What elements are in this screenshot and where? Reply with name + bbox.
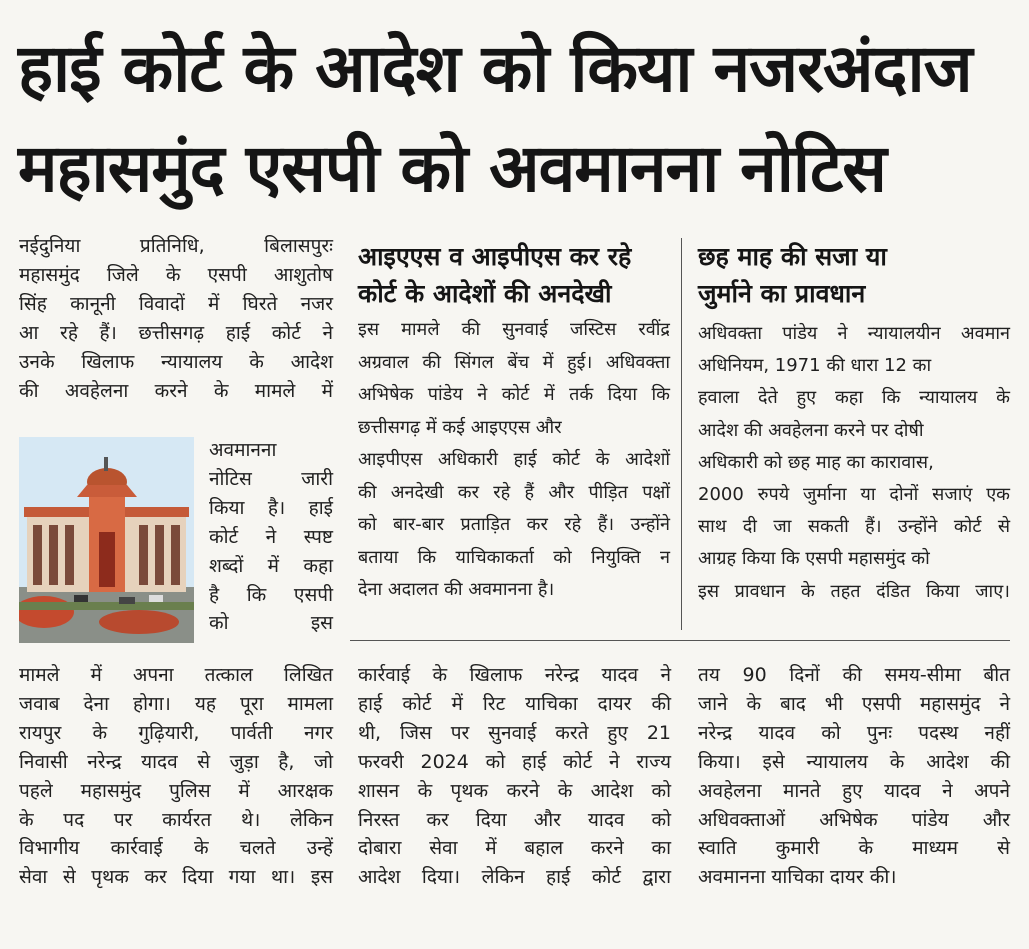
- text-line: इस प्रावधान के तहत दंडित किया जाए।: [698, 580, 1010, 602]
- text-line: निरस्त कर दिया और यादव को: [358, 808, 671, 831]
- text-line: अवमानना याचिका दायर की।: [698, 866, 897, 889]
- col3-subhead: [698, 238, 887, 312]
- dateline: नईदुनिया प्रतिनिधि, बिलासपुरः: [19, 235, 333, 257]
- text-line: तय 90 दिनों की समय-सीमा बीत: [698, 664, 1010, 686]
- text-line: कोर्ट ने स्पष्ट: [209, 525, 333, 548]
- text-line: की अनदेखी कर रहे हैं और पीड़ित पक्षों: [358, 481, 670, 503]
- subhead-line: जुर्माने का प्रावधान: [698, 279, 866, 308]
- text-line: उनके खिलाफ न्यायालय के आदेश: [19, 350, 333, 373]
- text-line: आइपीएस अधिकारी हाई कोर्ट के आदेशों: [358, 449, 670, 470]
- text-line: स्वाति कुमारी के माध्यम से: [698, 837, 1010, 860]
- text-line: सेवा से पृथक कर दिया गया था। इस: [19, 866, 333, 889]
- text-line: आग्रह किया कि एसपी महासमुंद को: [698, 548, 930, 570]
- text-line: नरेन्द्र यादव को पुनः पदस्थ नहीं: [698, 721, 1010, 744]
- subhead-line: छह माह की सजा या: [698, 242, 887, 271]
- text-line: बताया कि याचिकाकर्ता को नियुक्ति न: [358, 546, 670, 568]
- text-line: के पद पर कार्यरत थे। लेकिन: [19, 808, 333, 831]
- text-line: जवाब देना होगा। यह पूरा मामला: [19, 692, 333, 715]
- text-line: हवाला देते हुए कहा कि न्यायालय के: [698, 387, 1010, 409]
- text-line: मामले में अपना तत्काल लिखित: [19, 664, 333, 686]
- col1-bottom: [19, 661, 333, 892]
- text-line: अधिकारी को छह माह का कारावास,: [698, 451, 934, 473]
- text-line: आदेश की अवहेलना करने पर दोषी: [698, 419, 924, 441]
- col1-wrap: [209, 436, 333, 638]
- text-line: अवहेलना मानते हुए यादव ने अपने: [698, 779, 1010, 802]
- text-line: थी, जिस पर सुनवाई करते हुए 21: [358, 721, 671, 744]
- text-line: साथ दी जा सकती हैं। उन्होंने कोर्ट से: [698, 516, 1010, 538]
- section-divider: [350, 640, 1010, 641]
- col2-subhead: [358, 238, 631, 312]
- text-line: सिंह कानूनी विवादों में घिरते नजर: [19, 292, 333, 315]
- text-line: की अवहेलना करने के मामले में: [19, 379, 333, 402]
- text-line: 2000 रुपये जुर्माना या दोनों सजाएं एक: [698, 484, 1010, 506]
- subhead-line: आइएएस व आइपीएस कर रहे: [358, 242, 632, 271]
- text-line: अवमानना: [209, 439, 277, 461]
- text-line: है कि एसपी: [209, 583, 333, 606]
- col2-bottom: [358, 661, 671, 892]
- text-line: को इस: [209, 612, 333, 635]
- text-line: रायपुर के गुढ़ियारी, पार्वती नगर: [19, 721, 333, 744]
- headline-line-1: हाई कोर्ट के आदेश को किया नजरअंदाज: [18, 30, 972, 107]
- text-line: नोटिस जारी: [209, 467, 333, 490]
- text-line: कार्रवाई के खिलाफ नरेन्द्र यादव ने: [358, 664, 671, 686]
- col3-bottom: [698, 661, 1010, 892]
- text-line: किया। इसे न्यायालय के आदेश की: [698, 750, 1010, 773]
- text-line: पहले महासमुंद पुलिस में आरक्षक: [19, 779, 333, 802]
- col1-top: [19, 232, 333, 405]
- text-line: अभिषेक पांडेय ने कोर्ट में तर्क दिया कि: [358, 384, 670, 405]
- text-line: अधिवक्ता पांडेय ने न्यायालयीन अवमान: [698, 323, 1010, 344]
- text-line: फरवरी 2024 को हाई कोर्ट ने राज्य: [358, 750, 671, 773]
- text-line: छत्तीसगढ़ में कई आइएएस और: [358, 416, 562, 438]
- text-line: दोबारा सेवा में बहाल करने का: [358, 837, 671, 860]
- text-line: अग्रवाल की सिंगल बेंच में हुई। अधिवक्ता: [358, 351, 670, 373]
- text-line: विभागीय कार्रवाई के चलते उन्हें: [19, 837, 333, 860]
- headline-line-2: महासमुंद एसपी को अवमानना नोटिस: [18, 130, 886, 207]
- text-line: किया है। हाई: [209, 496, 333, 519]
- text-line: आदेश दिया। लेकिन हाई कोर्ट द्वारा: [358, 866, 671, 889]
- column-divider: [681, 238, 682, 630]
- col3-text: [698, 318, 1010, 608]
- text-line: आ रहे हैं। छत्तीसगढ़ हाई कोर्ट ने: [19, 321, 333, 344]
- text-line: शब्दों में कहा: [209, 554, 333, 577]
- column-divider: [345, 240, 346, 640]
- text-line: को बार-बार प्रताड़ित कर रहे हैं। उन्होंने: [358, 514, 670, 535]
- subhead-line: कोर्ट के आदेशों की अनदेखी: [358, 279, 612, 308]
- text-line: महासमुंद जिले के एसपी आशुतोष: [19, 263, 333, 286]
- text-line: हाई कोर्ट में रिट याचिका दायर की: [358, 692, 671, 715]
- col2-text: [358, 314, 670, 607]
- text-line: इस मामले की सुनवाई जस्टिस रवींद्र: [358, 319, 670, 340]
- high-court-photo: [19, 437, 194, 643]
- text-line: निवासी नरेन्द्र यादव से जुड़ा है, जो: [19, 750, 333, 773]
- text-line: अधिवक्ताओं अभिषेक पांडेय और: [698, 808, 1010, 831]
- text-line: अधिनियम, 1971 की धारा 12 का: [698, 355, 932, 377]
- text-line: जाने के बाद भी एसपी महासमुंद ने: [698, 692, 1010, 715]
- text-line: देना अदालत की अवमानना है।: [358, 579, 555, 600]
- text-line: शासन के पृथक करने के आदेश को: [358, 779, 671, 802]
